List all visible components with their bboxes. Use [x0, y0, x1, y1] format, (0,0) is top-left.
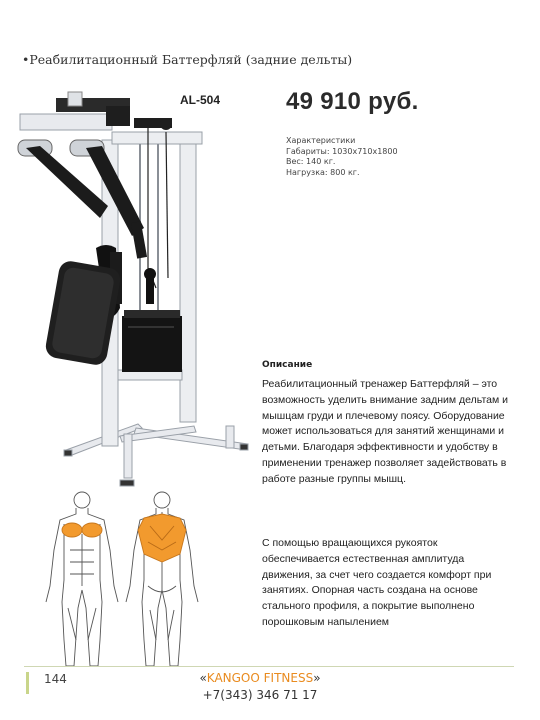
price: 49 910 руб. — [286, 88, 419, 115]
machine-illustration — [16, 88, 266, 488]
title-text: Реабилитационный Баттерфляй (задние дельты) — [29, 52, 353, 67]
specs-title: Характеристики — [286, 136, 356, 145]
brand-quote-close: » — [313, 671, 321, 685]
page-title — [22, 52, 352, 67]
brand-text: KANGOO FITNESS — [206, 671, 314, 685]
model-number: AL-504 — [180, 93, 221, 107]
spec-weight: Вес: 140 кг. — [286, 157, 336, 166]
description-paragraph-1: Реабилитационный тренажер Баттерфляй – это возможность уделить внимание задним дельтам и мышцам груди и плечевому поясу. Оборудование может использоваться для занятий женщинами и детьми. Благодаря эффективности и удобству в применении тренажер позволяет задействовать в работе разные группы мышц. — [262, 378, 508, 485]
spec-dimensions: Габариты: 1030х710х1800 — [286, 146, 398, 156]
description-title: Описание — [262, 360, 313, 370]
footer-accent-bar — [26, 672, 29, 694]
footer-divider — [24, 666, 514, 667]
specifications — [286, 136, 398, 178]
muscle-anatomy-figures — [40, 490, 210, 670]
pivot-head — [18, 92, 172, 156]
description-paragraph-2: С помощью вращающихся рукояток обеспечивается естественная амплитуда движения, за счет чего создается комфорт при занятиях. Опорная часть создана на основе стального профиля, а покрытие выполнено порошковым напылением — [262, 537, 492, 628]
front-figure — [46, 492, 118, 666]
page-number: 144 — [44, 672, 67, 686]
weight-stack — [122, 310, 182, 372]
title-bullet: • — [22, 52, 30, 67]
phone-number: +7(343) 346 71 17 — [202, 688, 318, 702]
brand-quote-open: « — [199, 671, 207, 685]
machine-base — [64, 424, 248, 486]
brand-name — [160, 671, 360, 685]
spec-load: Нагрузка: 800 кг. — [286, 167, 360, 177]
back-figure — [126, 492, 198, 666]
